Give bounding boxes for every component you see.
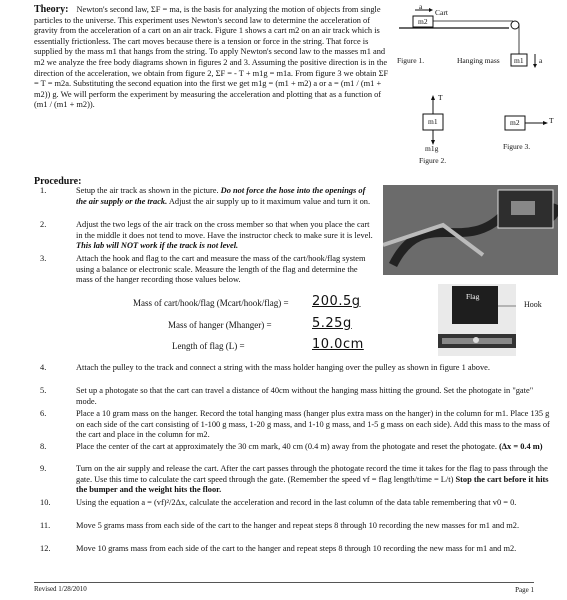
fig3-caption: Figure 3.: [503, 142, 531, 151]
procedure-heading: Procedure:: [34, 176, 82, 187]
theory-text: Newton's second law, ΣF = ma, is the basis for analyzing the motion of objects from single particles to the universe. This experiment uses Newton's second law to determine the acceleration of gravity from the acceleration of a cart on an air track. Figure 1 shows a cart m2 on an air track which is essentially frictionless. The cart moves because there is a tension or force in the string. That force is supplied by the mass m1 that hangs from the string. To apply Newton's second law to the masses m1 and m2 we analyze the free body diagrams shown in figures 2 and 3. Assuming the positive direction is in the direction of the acceleration, we obtain from figure 2, ΣF = - T + m1g = m1a. From figure 3 we obtain ΣF = T = m2a. Substituting the second equation into the first we get m1g = (m1 + m2) a or a = (m1 / (m1 + m2)) g. We will perform the experiment by measuring the acceleration and plotting that as a function of (m1 / (m1 + m2)).: [34, 5, 389, 110]
fig1-a-label: a: [419, 2, 423, 11]
fig2-t-label: T: [438, 93, 443, 102]
air-track-photo-art: [383, 185, 558, 275]
theory-section: [34, 5, 389, 111]
fig3-t-label: T: [549, 116, 554, 125]
revised-date: Revised 1/28/2010: [34, 585, 87, 593]
cart-mass-label: Mass of cart/hook/flag (Mcart/hook/flag) =: [133, 298, 289, 308]
fig2-caption: Figure 2.: [419, 156, 447, 165]
page-footer: [34, 582, 534, 593]
cart-mass-value: 200.5g: [312, 294, 361, 309]
theory-heading: Theory:: [34, 4, 69, 15]
fig1-cart-label: Cart: [435, 8, 448, 17]
page-number: Page 1: [515, 586, 534, 594]
cart-flag-photo: [438, 284, 516, 356]
fig1-caption: Figure 1.: [397, 56, 425, 65]
flag-length-value: 10.0cm: [312, 337, 364, 352]
lab-page: Theory: Newton's second law, ΣF = ma, is the basis for analyzing the motion of objects from single particles to the universe. This experiment uses Newton's second law to determine the acceleration of gravity from the acceleration of a cart on an air track. Figure 1 shows a cart m2 on an air track which is essentially frictionless. The cart moves because there is a tension or force in the string. That force is supplied by the mass m1 that hangs from the string. To apply Newton's second law to the masses m1 and m2 we analyze the free body diagrams shown in figures 2 and 3. Assuming the positive direction is in the direction of the acceleration, we obtain from figure 2, ΣF = - T + m1g = m1a. From figure 3 we obtain ΣF = T = m2a. Substituting the second equation into the first we get m1g = (m1 + m2) a or a = (m1 / (m1 + m2)) g. We will perform the experiment by measuring the acceleration and plotting that as a function of (m1 / (m1 + m2)). Cart m2 m1 a a Figure 1. Hanging mass m1 T m1g Figure 2. m2 T Figure 3. Procedure: Flag Hook Mass of cart/hook/flag (Mcart/hook/flag) = 200.5g Mass of hanger (Mhanger) = 5.25g Length of flag (L) = 10.0cm 1. Setup the air track as shown in the picture. Do not force the hose into the openings of the air supply or the track. Adjust the air supply up to it maximum value and turn it on. 2. Adjust the two legs of the air track on the cross member so that when you place the cart in the middle it does not tend to move. Have the instructor check to make sure it is level. This lab will NOT work if the track is not level. 3. Attach the hook and flag to the cart and measure the mass of the cart/hook/flag system using a balance or electronic scale. Measure the length of the flag and determine the mass of the hanger recording those values below. 4. Attach the pulley to the track and connect a string with the mass holder hanging over the pulley as shown in figure 1 above. 5. Set up a photogate so that the cart can travel a distance of 40cm without the hanging mass hitting the ground. Set the photogate in "gate" mode. 6. Place a 10 gram mass on the hanger. Record the total hanging mass (hanger plus extra mass on the hanger) in the column for m1. Place 135 g on each side of the cart consisting of 1-100 g mass, 1-20 g mass, and 1-10 g mass, and 1-5 g mass on each side). Add this mass to the mass of the cart and place in the column for m2. 8. Place the center of the cart at approximately the 30 cm mark, 40 cm (0.4 m) away from the photogate and reset the photogate. (Δx = 0.4 m) 9. Turn on the air supply and release the cart. After the cart passes through the photogate record the time it takes for the flag to pass through the gate. Use this time to calculate the cart speed through the gate. (Remember the speed vf = flag length/time = L/t) Stop the cart before it hits the bumper and the weight hits the floor. 10. Using the equation a = (vf)²/2Δx, calculate the acceleration and record in the last column of the data table remembering that v0 = 0. 11. Move 5 grams mass from each side of the cart to the hanger and repeat steps 8 through 10 recording the new masses for m1 and m2. 12. Move 10 grams mass from each side of the cart to the hanger and repeat steps 8 through 10 recording the new mass for m1 and m2. Revised 1/28/2010 Page 1: [0, 0, 567, 600]
hanger-mass-value: 5.25g: [312, 316, 352, 331]
fig3-m2-label: m2: [510, 118, 520, 127]
fig2-mg-label: m1g: [425, 144, 439, 153]
hook-label: Hook: [524, 300, 542, 309]
physics-figures-diagram: [395, 2, 567, 172]
fig1-m2-label: m2: [418, 17, 428, 26]
hanger-mass-label: Mass of hanger (Mhanger) =: [168, 320, 272, 330]
fig1-m1-label: m1: [514, 56, 524, 65]
air-track-photo: [383, 185, 558, 275]
flag-label: Flag: [466, 292, 480, 301]
fig2-m1-label: m1: [428, 117, 438, 126]
fig1-hanging-label: Hanging mass: [457, 56, 500, 65]
fig1-a2-label: a: [539, 56, 543, 65]
figures-area: [395, 2, 567, 172]
flag-length-label: Length of flag (L) =: [172, 341, 245, 351]
